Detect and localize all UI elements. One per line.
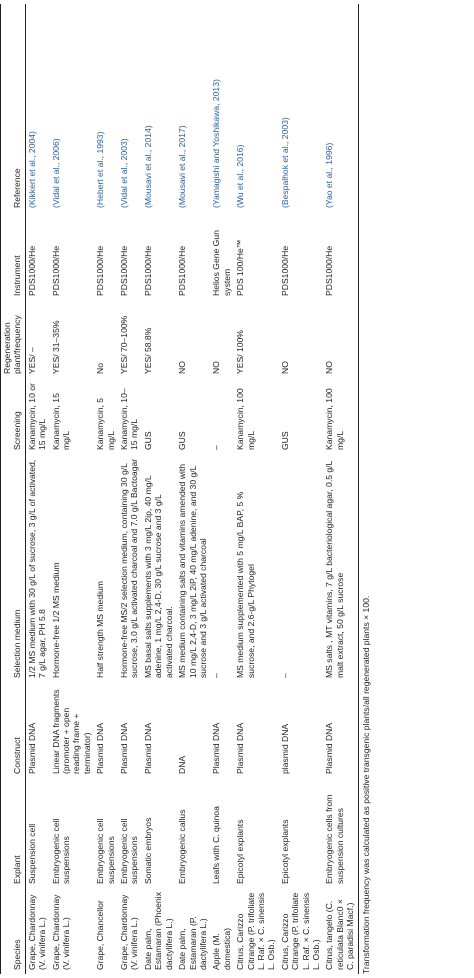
table-row [94, 4, 118, 974]
cell-construct: Plasmid DNA [95, 722, 106, 774]
cell-selection: MS salts , MT vitamins, 7 g/L bacteriological agar, 0.5 g/L malt extract, 50 g/L sucrose [323, 454, 358, 682]
cell-screening: Kanamycin, 10–15 mg/L [119, 388, 140, 450]
cell-construct: Plasmid DNA [323, 682, 358, 778]
cell-species: Citrus, Carizzo Citrange (P. trifoliate L. Raf. × C. sinensis L. Osb.) [279, 892, 321, 970]
cell-instrument: PDS1000/He [177, 245, 188, 296]
cell-instrument: PDS1000/He [323, 212, 358, 300]
cell-instrument: Helios Gene Gun system [211, 230, 232, 296]
table-row [210, 4, 234, 974]
cell-construct: Plasmid DNA [26, 722, 37, 774]
cell-construct: Plasmid DNA [235, 722, 246, 774]
cell-regeneration: No [95, 363, 106, 374]
cell-species: Date palm, Estamaran (P. dactylifera L.) [177, 916, 208, 970]
table-row [234, 4, 279, 974]
cell-instrument: PDS1000/He [26, 245, 37, 296]
transformation-table [0, 4, 359, 974]
cell-screening: GUS [177, 431, 188, 450]
cell-construct: Plasmid DNA [119, 722, 130, 774]
table-row [50, 4, 95, 974]
cell-selection: MS basal salts supplements with 3 mg/L 2ip, 40 mg/L adenine, 1 mg/L 2,4-D, 30 g/L sucrose and 3 g/L activated charcoal. [142, 475, 174, 678]
cell-regeneration: NO [323, 300, 358, 378]
cell-regeneration: NO [279, 361, 290, 374]
column-header: Selection medium [1, 454, 26, 682]
cell-construct: DNA [177, 755, 188, 774]
cell-reference[interactable]: (Yao et al., 1996) [323, 4, 358, 212]
cell-explant: Embryogenic callus [177, 809, 188, 884]
cell-instrument: PDS1000/He [119, 245, 130, 296]
cell-construct: Plasmid DNA [211, 722, 222, 774]
cell-regeneration: YES/ 100% [235, 330, 246, 374]
cell-species: Citrus, Carizzo Citrange (P. trifoliate L. Raf. × C. sinensis L. Osb.) [235, 892, 277, 970]
column-header: Screening [1, 378, 26, 454]
cell-construct: Plasmid DNA [142, 722, 153, 774]
cell-explant: Embryogenic cells from suspension cultures [323, 778, 358, 888]
cell-instrument: PDS 100/He™ [235, 239, 246, 296]
cell-instrument: PDS1000/He [95, 245, 106, 296]
cell-species: Date palm, Estamaran (Phoenix dactylifera L.) [142, 892, 174, 970]
cell-reference[interactable]: (Vidal et al., 2003) [119, 138, 130, 208]
cell-screening: Kanamycin, 15 mg/L [50, 393, 72, 450]
cell-species: Citrus, tangelo (C. reticulata Blanc0 × C. paradisi Macf.) [323, 888, 358, 974]
cell-reference[interactable]: (Hebert et al., 1993) [95, 131, 106, 208]
cell-reference[interactable]: (Mousavi et al., 2014) [142, 125, 153, 208]
cell-instrument: PDS1000/He [142, 245, 153, 296]
cell-reference[interactable]: (Bespalhok et al., 2003) [279, 117, 290, 208]
column-header: Species [1, 888, 26, 974]
cell-species: Apple (M. domestica) [211, 927, 232, 970]
cell-species: Grape, Chancellor [95, 900, 106, 970]
cell-screening: Kanamycin, 5 mg/L [95, 397, 116, 450]
cell-explant: Suspension cell [26, 823, 37, 884]
cell-regeneration: YES/ 70–100% [119, 315, 130, 374]
cell-explant: Leafs with C. quinoa [211, 806, 222, 884]
cell-explant: Epicotyl explants [279, 819, 290, 884]
cell-construct: plasmid DNA [279, 723, 290, 774]
cell-explant: Embryogenic cell suspensions [95, 818, 116, 884]
cell-reference[interactable]: (Kikkert et al., 2004) [26, 131, 37, 208]
cell-reference[interactable]: (Yamagishi and Yoshikawa, 2013) [211, 79, 222, 208]
cell-selection: – [211, 673, 222, 678]
cell-explant: Embryogenic cell suspensions [50, 818, 72, 884]
cell-selection: – [279, 673, 290, 678]
table-row [176, 4, 210, 974]
cell-instrument: PDS1000/He [50, 245, 61, 296]
cell-reference[interactable]: (Mousavi et al., 2017) [177, 125, 188, 208]
cell-selection: Half strength MS medium [95, 581, 106, 678]
cell-reference[interactable]: (Wu et al., 2016) [235, 144, 246, 208]
cell-screening: GUS [279, 431, 290, 450]
cell-regeneration: YES/ 58.8% [142, 327, 153, 374]
column-header: Regeneration plant/frequency [1, 300, 26, 378]
cell-construct: Linear DNA fragments (promoter + open reading frame + terminator) [50, 689, 92, 774]
cell-explant: Somatic embryos [142, 817, 153, 884]
cell-selection: 1/2 MS medium with 30 g/L of sucrose, 3 g/L of activated, 7 g/L agar, PH 5.8 [26, 459, 48, 678]
cell-selection: Hormone-free MS/2 selection medium, containing 30 g/L sucrose, 3.0 g/L activated charcoal and 7.0 g/L Bactoagar [119, 458, 140, 678]
cell-regeneration: NO [177, 361, 188, 374]
column-header: Instrument [1, 212, 26, 300]
table-footnote: Transformation frequency was calculated as positive transgenic plants/all regenerated plants × 100. [360, 595, 371, 974]
column-header: Reference [1, 4, 26, 212]
cell-screening: Kanamycin, 100 mg/L [235, 388, 256, 450]
cell-selection: Hormone-free 1/2 MS medium [50, 562, 61, 678]
cell-selection: MS medium supplemented with 5 mg/L BAP, 5 % sucrose, and 2.6-g/L Phytogel [235, 491, 256, 678]
cell-screening: GUS [142, 431, 153, 450]
cell-explant: Embryogenic cell suspensions [119, 818, 140, 884]
cell-screening: Kanamycin, 10 or 15 mg/L [26, 383, 48, 450]
cell-species: Grape, Chardonnay (V. vinifera L.) [26, 894, 48, 970]
table-row [142, 4, 176, 974]
cell-screening: – [211, 445, 222, 450]
cell-reference[interactable]: (Vidal et al., 2006) [50, 138, 61, 208]
cell-regeneration: YES/ – [26, 347, 37, 374]
cell-regeneration: YES/ 31–35% [50, 320, 61, 374]
table-row [323, 4, 358, 974]
cell-species: Grape, Chardonnay (V. vinifera L.) [119, 894, 140, 970]
table-row [118, 4, 142, 974]
table-row [25, 4, 49, 974]
cell-regeneration: NO [211, 361, 222, 374]
cell-screening: Kanamycin, 100 mg/L [323, 378, 358, 454]
table-row [279, 4, 324, 974]
column-header: Explant [1, 778, 26, 888]
table-header [1, 4, 26, 974]
cell-selection: MS medium containing salts and vitamins amended with 10 mg/L 2,4-D, 3 mg/L 2iP, 40 mg/L adenine, and 30 g/L sucrose and 3 g/L activated charcoal [177, 464, 208, 678]
column-header: Construct [1, 682, 26, 778]
cell-instrument: PDS1000/He [279, 245, 290, 296]
table-body [25, 4, 358, 974]
cell-species: Grape, Chardonnay (V. vinifera L.) [50, 894, 72, 970]
cell-explant: Epicotyl explants [235, 819, 246, 884]
